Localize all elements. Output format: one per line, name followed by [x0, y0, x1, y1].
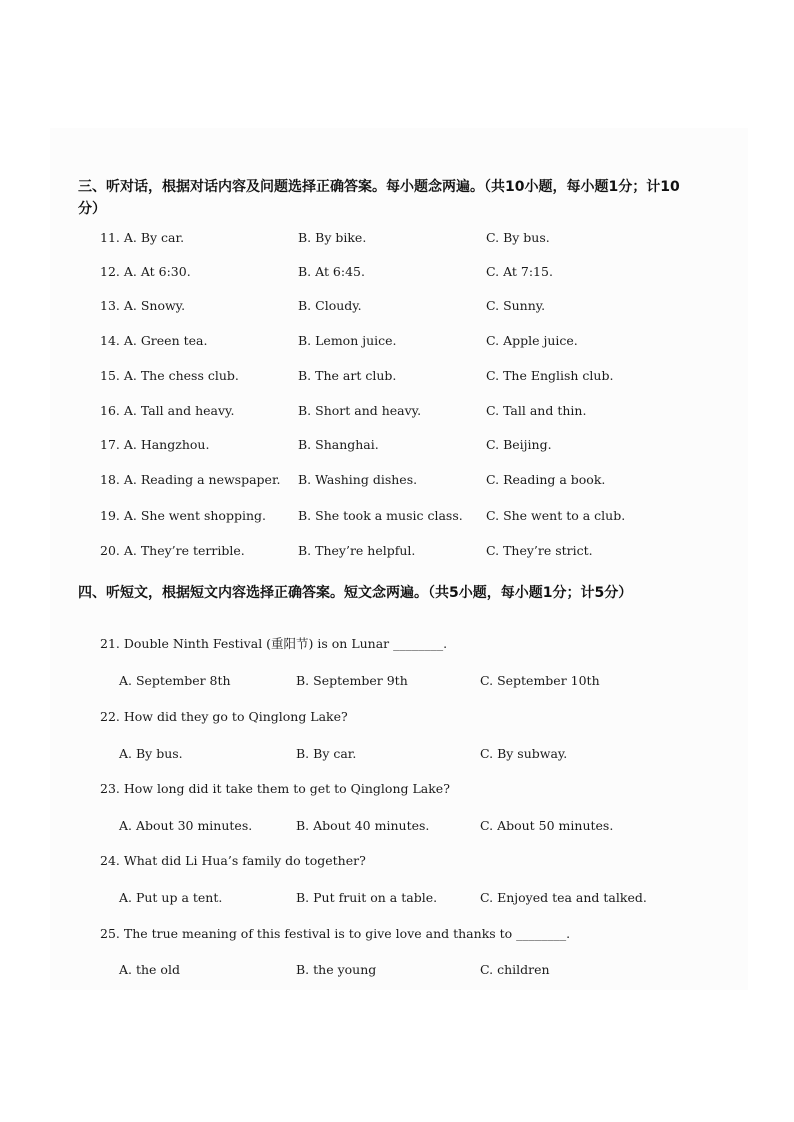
question-11 — [0, 228, 794, 248]
option-a: A. About 30 minutes. — [119, 818, 253, 833]
option-a: A. the old — [119, 962, 180, 977]
question-21-options — [0, 671, 794, 691]
option-c: C. Apple juice. — [486, 333, 578, 348]
option-a: 14. A. Green tea. — [100, 333, 208, 348]
option-b: B. By bike. — [298, 230, 367, 245]
option-b: B. Put fruit on a table. — [296, 890, 438, 905]
section-3-title: 三、听对话，根据对话内容及问题选择正确答案。每小题念两遍。（共10小题，每小题1分；计10分） — [78, 179, 680, 217]
question-23-options — [0, 816, 794, 836]
question-12 — [0, 262, 794, 282]
option-c: C. Reading a book. — [486, 472, 606, 487]
option-c: C. About 50 minutes. — [480, 818, 614, 833]
question-14 — [0, 331, 794, 351]
question-20 — [0, 541, 794, 561]
option-c: C. Tall and thin. — [486, 403, 587, 418]
option-c: C. At 7:15. — [486, 264, 553, 279]
question-24-options — [0, 888, 794, 908]
option-c: C. By subway. — [480, 746, 568, 761]
option-c: C. They’re strict. — [486, 543, 593, 558]
option-b: B. She took a music class. — [298, 508, 463, 523]
option-c: C. The English club. — [486, 368, 614, 383]
option-a: A. September 8th — [119, 673, 231, 688]
option-c: C. By bus. — [486, 230, 550, 245]
question-23-stem: 23. How long did it take them to get to Qinglong Lake? — [100, 781, 450, 796]
option-b: B. About 40 minutes. — [296, 818, 430, 833]
option-b: B. Shanghai. — [298, 437, 379, 452]
option-c: C. She went to a club. — [486, 508, 626, 523]
option-a: 11. A. By car. — [100, 230, 185, 245]
option-a: 15. A. The chess club. — [100, 368, 239, 383]
question-22-stem: 22. How did they go to Qinglong Lake? — [100, 709, 348, 724]
option-b: B. By car. — [296, 746, 357, 761]
option-c: C. children — [480, 962, 550, 977]
option-b: B. the young — [296, 962, 377, 977]
question-25-stem: 25. The true meaning of this festival is to give love and thanks to ________. — [100, 926, 571, 941]
question-16 — [0, 401, 794, 421]
question-25-options — [0, 960, 794, 980]
option-a: 20. A. They’re terrible. — [100, 543, 245, 558]
option-b: B. Washing dishes. — [298, 472, 418, 487]
option-b: B. Short and heavy. — [298, 403, 422, 418]
option-a: A. Put up a tent. — [119, 890, 223, 905]
option-b: B. Cloudy. — [298, 298, 362, 313]
option-c: C. Enjoyed tea and talked. — [480, 890, 647, 905]
question-18 — [0, 470, 794, 490]
option-a: 19. A. She went shopping. — [100, 508, 266, 523]
question-13 — [0, 296, 794, 316]
option-a: A. By bus. — [119, 746, 183, 761]
option-a: 18. A. Reading a newspaper. — [100, 472, 281, 487]
section-4-title: 四、听短文，根据短文内容选择正确答案。短文念两遍。（共5小题，每小题1分；计5分） — [78, 585, 633, 601]
question-21-stem: 21. Double Ninth Festival (重阳节) is on Lunar ________. — [100, 636, 448, 651]
option-c: C. Sunny. — [486, 298, 546, 313]
question-22-options — [0, 744, 794, 764]
option-b: B. The art club. — [298, 368, 397, 383]
option-a: 16. A. Tall and heavy. — [100, 403, 235, 418]
option-a: 12. A. At 6:30. — [100, 264, 191, 279]
option-b: B. Lemon juice. — [298, 333, 397, 348]
option-b: B. They’re helpful. — [298, 543, 416, 558]
option-c: C. September 10th — [480, 673, 600, 688]
option-a: 13. A. Snowy. — [100, 298, 186, 313]
option-c: C. Beijing. — [486, 437, 552, 452]
question-19 — [0, 506, 794, 526]
question-17 — [0, 435, 794, 455]
option-b: B. At 6:45. — [298, 264, 365, 279]
question-24-stem: 24. What did Li Hua’s family do together? — [100, 853, 366, 868]
question-15 — [0, 366, 794, 386]
option-b: B. September 9th — [296, 673, 408, 688]
option-a: 17. A. Hangzhou. — [100, 437, 210, 452]
